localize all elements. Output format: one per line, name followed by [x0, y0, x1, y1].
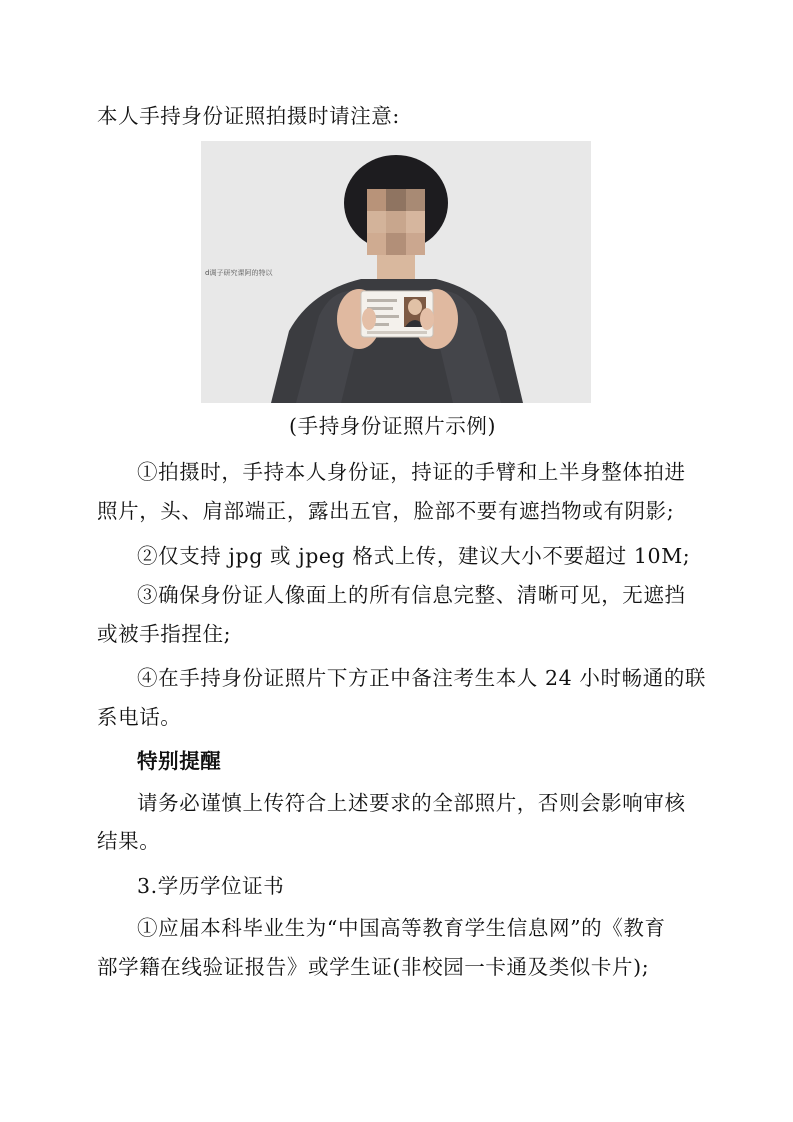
- intro-text: 本人手持身份证照拍摄时请注意:: [97, 104, 400, 128]
- rule-1-line2: 照片，头、肩部端正，露出五官，脸部不要有遮挡物或有阴影;: [97, 499, 675, 523]
- rule-3-line1: ③确保身份证人像面上的所有信息完整、清晰可见，无遮挡: [137, 583, 686, 607]
- rule-4-line1: ④在手持身份证照片下方正中备注考生本人 24 小时畅通的联: [137, 666, 707, 690]
- rule-4-line2: 系电话。: [97, 705, 182, 729]
- reminder-line1: 请务必谨慎上传符合上述要求的全部照片，否则会影响审核: [137, 791, 686, 815]
- rule-1-line1: ①拍摄时，手持本人身份证，持证的手臂和上半身整体拍进: [137, 460, 686, 484]
- rule-3-line2: 或被手指捏住;: [97, 622, 232, 646]
- rule-2-line1: ②仅支持 jpg 或 jpeg 格式上传，建议大小不要超过 10M;: [137, 544, 691, 568]
- section3-line2: 部学籍在线验证报告》或学生证(非校园一卡通及类似卡片);: [97, 955, 650, 979]
- section3-line1: ①应届本科毕业生为“中国高等教育学生信息网”的《教育: [137, 916, 666, 940]
- section3-title: 3.学历学位证书: [137, 874, 285, 898]
- reminder-line2: 结果。: [97, 829, 161, 853]
- photo-stamp-text: d调子研究课阿的特以: [205, 269, 273, 277]
- example-photo: [201, 141, 591, 403]
- photo-caption: (手持身份证照片示例): [289, 414, 497, 438]
- reminder-title: 特别提醒: [137, 749, 222, 773]
